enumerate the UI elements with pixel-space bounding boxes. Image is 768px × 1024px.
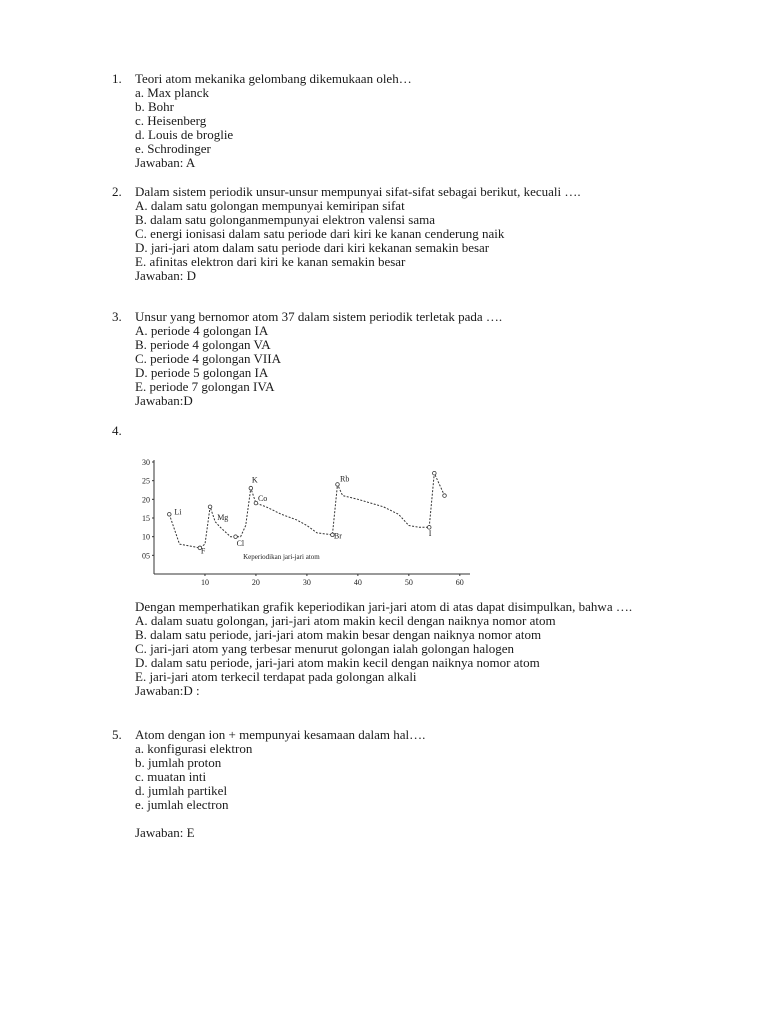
y-tick-label: 25: [142, 476, 150, 486]
question-stem: Unsur yang bernomor atom 37 dalam sistem periodik terletak pada ….: [135, 309, 503, 324]
x-tick-label: 20: [251, 578, 260, 587]
y-tick-label: 20: [142, 495, 150, 505]
option-e: e. Schrodinger: [135, 141, 211, 156]
option-a: A. dalam suatu golongan, jari-jari atom makin kecil dengan naiknya nomor atom: [135, 613, 556, 628]
element-label: F: [200, 546, 206, 556]
option-e: E. periode 7 golongan IVA: [135, 379, 275, 394]
element-label: K: [251, 475, 258, 485]
data-point: [336, 483, 340, 487]
element-label: Br: [333, 531, 342, 541]
y-tick-label: 05: [142, 551, 150, 561]
y-tick-label: 10: [142, 532, 150, 542]
option-b: B. dalam satu periode, jari-jari atom makin besar dengan naiknya nomor atom: [135, 627, 542, 642]
data-point: [443, 494, 447, 498]
element-label: Mg: [217, 512, 229, 522]
question-number: 1.: [112, 71, 122, 86]
option-b: b. jumlah proton: [135, 755, 222, 770]
option-c: c. Heisenberg: [135, 113, 207, 128]
option-d: d. Louis de broglie: [135, 127, 234, 142]
option-a: a. konfigurasi elektron: [135, 741, 253, 756]
question-number: 4.: [112, 423, 122, 438]
x-tick-label: 10: [200, 578, 209, 587]
x-tick-label: 40: [353, 578, 362, 587]
data-point: [433, 471, 437, 475]
answer: Jawaban:D: [135, 393, 193, 408]
element-label: Li: [174, 507, 182, 517]
question-stem: Dalam sistem periodik unsur-unsur mempunyai sifat-sifat sebagai berikut, kecuali ….: [135, 184, 581, 199]
option-b: B. periode 4 golongan VA: [135, 337, 271, 352]
option-c: C. energi ionisasi dalam satu periode dari kiri ke kanan cenderung naik: [135, 226, 505, 241]
radius-series-line: [169, 473, 444, 548]
element-label: Co: [257, 494, 268, 504]
question-number: 3.: [112, 309, 122, 324]
option-b: b. Bohr: [135, 99, 174, 114]
option-c: c. muatan inti: [135, 769, 207, 784]
option-e: E. jari-jari atom terkecil terdapat pada golongan alkali: [135, 669, 417, 684]
x-tick-label: 30: [302, 578, 311, 587]
answer: Jawaban: E: [135, 825, 195, 840]
option-c: C. periode 4 golongan VIIA: [135, 351, 281, 366]
data-point: [234, 535, 238, 539]
answer: Jawaban:D :: [135, 683, 200, 698]
element-label: Rb: [340, 474, 350, 484]
element-label: Cl: [236, 539, 245, 548]
question-stem: Teori atom mekanika gelombang dikemukaan oleh…: [135, 71, 412, 86]
option-c: C. jari-jari atom yang terbesar menurut golongan ialah golongan halogen: [135, 641, 515, 656]
y-tick-label: 15: [142, 514, 150, 523]
x-tick-label: 60: [455, 578, 464, 587]
data-point: [208, 505, 212, 509]
data-point: [249, 486, 253, 490]
option-a: a. Max planck: [135, 85, 210, 100]
option-e: E. afinitas elektron dari kiri ke kanan semakin besar: [135, 254, 406, 269]
question-stem: Dengan memperhatikan grafik keperiodikan jari-jari atom di atas dapat disimpulkan, bahwa ….: [135, 599, 633, 614]
atomic-radius-chart: [138, 452, 478, 592]
question-stem: Atom dengan ion + mempunyai kesamaan dalam hal….: [135, 727, 426, 742]
question-number: 5.: [112, 727, 122, 742]
answer: Jawaban: A: [135, 155, 196, 170]
option-d: D. dalam satu periode, jari-jari atom makin kecil dengan naiknya nomor atom: [135, 655, 540, 670]
x-tick-label: 50: [404, 578, 413, 587]
chart-caption: Keperiodikan jari-jari atom: [243, 553, 320, 562]
option-d: D. jari-jari atom dalam satu periode dari kiri kekanan semakin besar: [135, 240, 490, 255]
option-a: A. dalam satu golongan mempunyai kemiripan sifat: [135, 198, 405, 213]
option-a: A. periode 4 golongan IA: [135, 323, 269, 338]
option-d: D. periode 5 golongan IA: [135, 365, 269, 380]
y-tick-label: 30: [142, 458, 150, 467]
option-d: d. jumlah partikel: [135, 783, 228, 798]
element-label: I: [428, 528, 432, 538]
data-point: [167, 512, 171, 516]
question-number: 2.: [112, 184, 122, 199]
answer: Jawaban: D: [135, 268, 197, 283]
option-e: e. jumlah electron: [135, 797, 229, 812]
option-b: B. dalam satu golonganmempunyai elektron valensi sama: [135, 212, 436, 227]
